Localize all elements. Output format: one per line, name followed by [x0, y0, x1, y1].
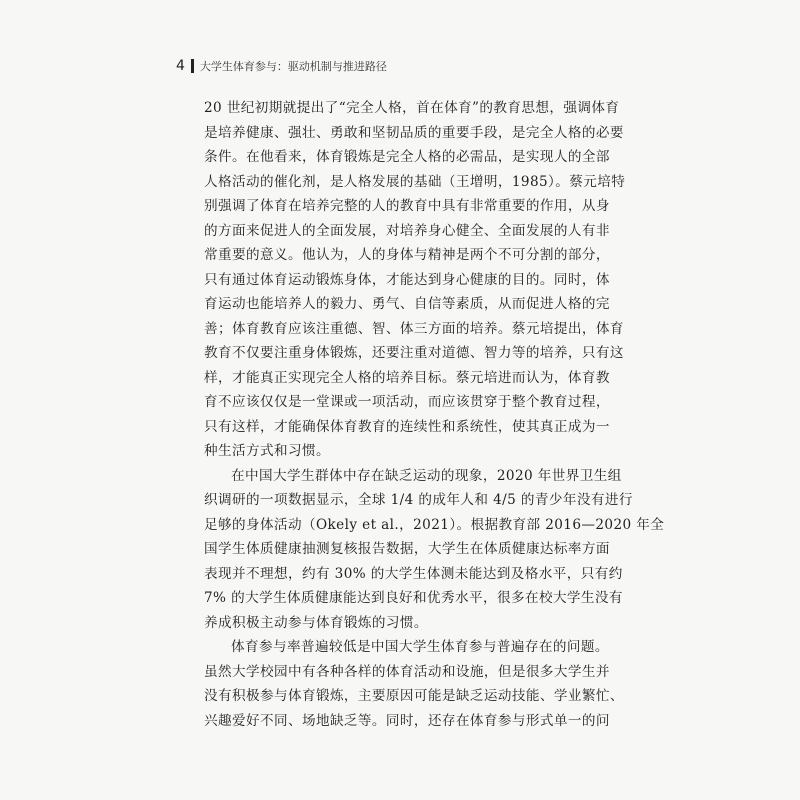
paragraph-2 — [204, 464, 665, 636]
text-line: 体育参与率普遍较低是中国大学生体育参与普遍存在的问题。 — [231, 639, 609, 655]
page-body — [204, 96, 665, 733]
text-line: 常重要的意义。他认为，人的身体与精神是两个不可分割的部分， — [204, 247, 610, 263]
paragraph-3 — [204, 635, 624, 733]
text-line: 善；体育教育应该注重德、智、体三方面的培养。蔡元培提出，体育 — [204, 320, 624, 337]
text-line: 是培养健康、强壮、勇敢和坚韧品质的重要手段，是完全人格的必要 — [204, 124, 624, 141]
text-line: 国学生体质健康抽测复核报告数据，大学生在体质健康达标率方面 — [204, 541, 610, 557]
paragraph-1 — [204, 96, 626, 464]
running-title: 大学生体育参与：驱动机制与推进路径 — [199, 60, 387, 73]
text-line: 表现并不理想，约有 30% 的大学生体测未能达到及格水平，只有约 — [204, 565, 623, 582]
text-line: 条件。在他看来，体育锻炼是完全人格的必需品，是实现人的全部 — [204, 149, 610, 165]
text-line: 样，才能真正实现完全人格的培养目标。蔡元培进而认为，体育教 — [204, 369, 610, 386]
text-line: 在中国大学生群体中存在缺乏运动的现象，2020 年世界卫生组 — [231, 467, 622, 484]
text-line: 教育不仅要注重身体锻炼，还要注重对道德、智力等的培养，只有这 — [204, 345, 624, 361]
text-line: 别强调了体育在培养完整的人的教育中具有非常重要的作用，从身 — [204, 198, 610, 214]
text-line: 足够的身体活动（Okely et al.，2021）。根据教育部 2016—2020 年全 — [204, 516, 665, 533]
text-line: 只有这样，才能确保体育教育的连续性和系统性，使其真正成为一 — [204, 418, 610, 435]
header-divider — [191, 59, 194, 73]
text-line: 7% 的大学生体质健康能达到良好和优秀水平，很多在校大学生没有 — [204, 590, 623, 606]
text-line: 虽然大学校园中有各种各样的体育活动和设施，但是很多大学生并 — [204, 663, 610, 680]
text-line: 人格活动的催化剂，是人格发展的基础（王增明，1985）。蔡元培特 — [204, 173, 626, 190]
text-line: 育不应该仅仅是一堂课或一项活动，而应该贯穿于整个教育过程， — [204, 394, 610, 410]
text-line: 20 世纪初期就提出了“完全人格，首在体育”的教育思想，强调体育 — [204, 100, 620, 116]
text-line: 没有积极参与体育锻炼，主要原因可能是缺乏运动技能、学业繁忙、 — [204, 688, 624, 704]
text-line: 养成积极主动参与体育锻炼的习惯。 — [204, 614, 428, 631]
text-line: 兴趣爱好不同、场地缺乏等。同时，还存在体育参与形式单一的问 — [204, 712, 610, 729]
text-line: 育运动也能培养人的毅力、勇气、自信等素质，从而促进人格的完 — [204, 296, 610, 312]
text-line: 的方面来促进人的全面发展，对培养身心健全、全面发展的人有非 — [204, 222, 610, 239]
text-line: 只有通过体育运动锻炼身体，才能达到身心健康的目的。同时，体 — [204, 271, 610, 288]
text-line: 种生活方式和习惯。 — [204, 443, 330, 459]
text-line: 织调研的一项数据显示，全球 1/4 的成年人和 4/5 的青少年没有进行 — [204, 492, 633, 508]
page-number: 4 — [176, 58, 185, 74]
page-header — [176, 58, 387, 74]
